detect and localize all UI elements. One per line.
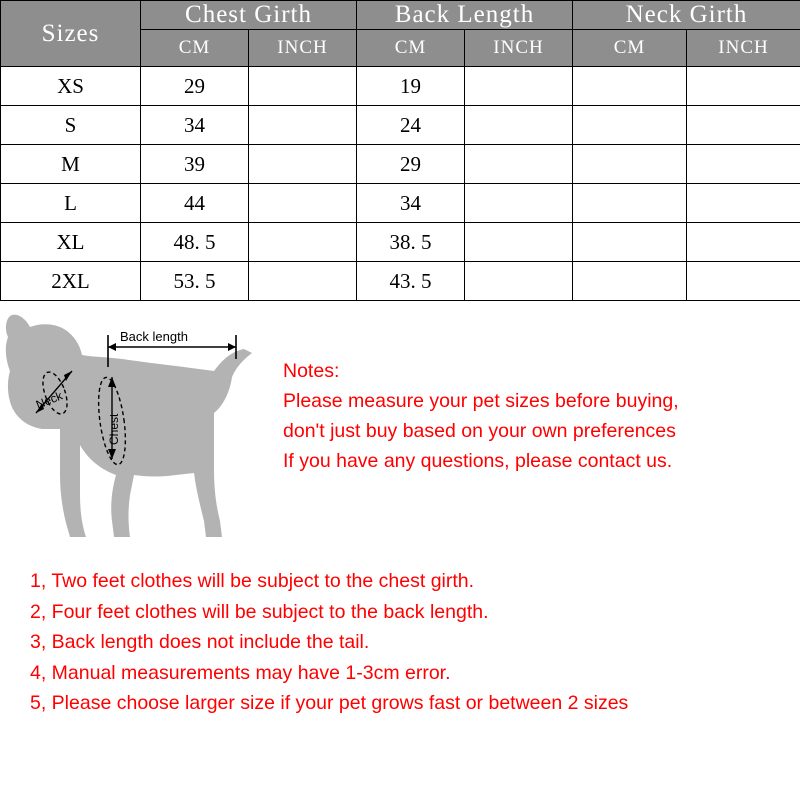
size-chart-table: [0, 0, 800, 301]
table-row: [1, 223, 800, 262]
unit-header-back-inch: INCH: [465, 30, 573, 67]
list-item: 2, Four feet clothes will be subject to the back length.: [30, 600, 489, 623]
cell-neck-cm: [573, 262, 687, 301]
table-row: [1, 262, 800, 301]
table-header-row-groups: [1, 1, 800, 30]
list-item: 3, Back length does not include the tail.: [30, 631, 370, 653]
back-length-label: Back length: [120, 329, 188, 344]
row-size-label: S: [1, 106, 141, 145]
unit-header-chest-inch: INCH: [249, 30, 357, 67]
cell-neck-inch: [687, 223, 800, 262]
unit-header-neck-cm: CM: [573, 30, 687, 67]
group-header-neck-girth: Neck Girth: [573, 1, 800, 30]
cell-neck-cm: [573, 106, 687, 145]
cell-back-inch: [465, 262, 573, 301]
cell-neck-inch: [687, 145, 800, 184]
cell-chest-cm: 29: [141, 67, 249, 106]
cell-back-cm: 34: [357, 184, 465, 223]
cell-chest-cm: 53. 5: [141, 262, 249, 301]
cell-chest-cm: 48. 5: [141, 223, 249, 262]
cell-chest-inch: [249, 67, 357, 106]
notes-line: don't just buy based on your own preferences: [283, 420, 676, 442]
unit-header-neck-inch: INCH: [687, 30, 800, 67]
neck-label: Neck: [33, 388, 65, 412]
cell-neck-inch: [687, 262, 800, 301]
table-corner-sizes-label: Sizes: [1, 1, 141, 67]
measurement-guide-section: [0, 301, 800, 751]
cell-neck-cm: [573, 67, 687, 106]
chest-label: Chest: [107, 413, 121, 445]
cell-back-inch: [465, 106, 573, 145]
dog-measurement-diagram: [0, 309, 280, 559]
cell-chest-inch: [249, 223, 357, 262]
instructions-list: [30, 566, 800, 719]
cell-back-inch: [465, 184, 573, 223]
row-size-label: 2XL: [1, 262, 141, 301]
unit-header-chest-cm: CM: [141, 30, 249, 67]
cell-neck-inch: [687, 184, 800, 223]
table-row: [1, 67, 800, 106]
notes-line: If you have any questions, please contact us.: [283, 450, 673, 472]
cell-back-inch: [465, 223, 573, 262]
cell-chest-inch: [249, 106, 357, 145]
row-size-label: XL: [1, 223, 141, 262]
unit-header-back-cm: CM: [357, 30, 465, 67]
cell-back-cm: 19: [357, 67, 465, 106]
notes-line: Please measure your pet sizes before buying,: [283, 390, 679, 412]
cell-neck-inch: [687, 67, 800, 106]
cell-neck-cm: [573, 145, 687, 184]
dog-silhouette-icon: [6, 315, 252, 537]
cell-back-cm: 29: [357, 145, 465, 184]
cell-chest-cm: 34: [141, 106, 249, 145]
list-item: 1, Two feet clothes will be subject to the chest girth.: [30, 570, 475, 592]
cell-neck-cm: [573, 223, 687, 262]
group-header-chest-girth: Chest Girth: [141, 1, 357, 30]
cell-chest-inch: [249, 145, 357, 184]
group-header-back-length: Back Length: [357, 1, 573, 30]
list-item: 5, Please choose larger size if your pet grows fast or between 2 sizes: [30, 692, 629, 714]
cell-chest-cm: 44: [141, 184, 249, 223]
cell-neck-inch: [687, 106, 800, 145]
cell-back-inch: [465, 67, 573, 106]
cell-neck-cm: [573, 184, 687, 223]
table-row: [1, 145, 800, 184]
notes-heading: Notes:: [283, 360, 340, 382]
cell-chest-inch: [249, 184, 357, 223]
cell-back-inch: [465, 145, 573, 184]
cell-back-cm: 38. 5: [357, 223, 465, 262]
table-row: [1, 106, 800, 145]
row-size-label: L: [1, 184, 141, 223]
table-row: [1, 184, 800, 223]
cell-back-cm: 24: [357, 106, 465, 145]
cell-chest-inch: [249, 262, 357, 301]
cell-back-cm: 43. 5: [357, 262, 465, 301]
row-size-label: XS: [1, 67, 141, 106]
cell-chest-cm: 39: [141, 145, 249, 184]
row-size-label: M: [1, 145, 141, 184]
list-item: 4, Manual measurements may have 1-3cm error.: [30, 661, 451, 684]
notes-block: [283, 356, 800, 476]
